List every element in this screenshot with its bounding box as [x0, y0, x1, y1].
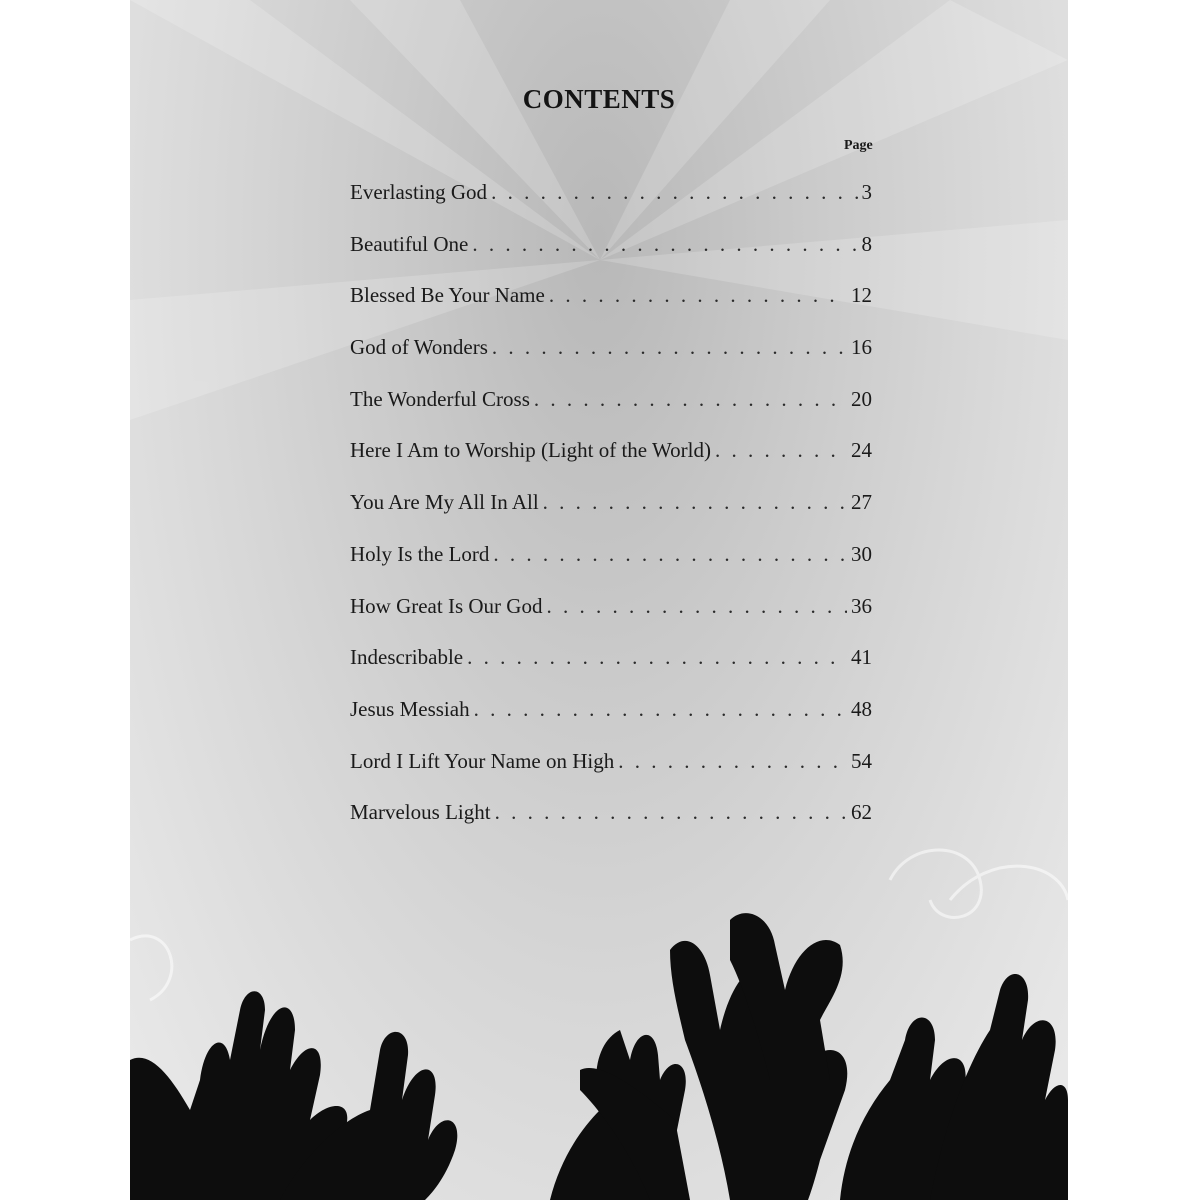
contents-page [130, 0, 1068, 1200]
toc-entry-title: God of Wonders [350, 335, 488, 360]
raised-hands-silhouette [130, 0, 1068, 1200]
toc-entry-page: 16 [851, 335, 872, 360]
toc-entry-page: 8 [861, 231, 872, 256]
page-column-header: Page [844, 138, 873, 153]
toc-entry-title: Holy Is the Lord [350, 541, 490, 566]
toc-entry-page: 41 [851, 645, 872, 670]
toc-entry-page: 30 [851, 541, 872, 566]
toc-entry-page: 12 [851, 283, 872, 308]
toc-entry-title: Everlasting God [350, 180, 488, 204]
toc-entry-title: The Wonderful Cross [350, 386, 530, 411]
page-title: CONTENTS [522, 84, 676, 114]
toc-entry-page: 36 [851, 593, 872, 618]
toc-entry-title: How Great Is Our God [350, 593, 543, 618]
toc-entry-title: Here I Am to Worship (Light of the World) [350, 438, 711, 463]
toc-entry-page: 20 [851, 386, 872, 411]
toc-entry-title: Blessed Be Your Name [350, 283, 545, 308]
toc-entry-title: You Are My All In All [350, 490, 539, 515]
toc-entry-title: Jesus Messiah [350, 696, 470, 721]
toc-entry-title: Lord I Lift Your Name on High [350, 748, 615, 773]
toc-entry-title: Indescribable [350, 645, 464, 670]
toc-entry-page: 54 [851, 748, 872, 773]
toc-entry-page: 48 [851, 696, 872, 721]
toc-entry-title: Beautiful One [350, 231, 469, 256]
toc-entry-title: Marvelous Light [350, 800, 491, 825]
toc-entry-page: 62 [851, 800, 872, 825]
toc-entry-page: 27 [851, 490, 872, 515]
toc-entry-page: 3 [861, 180, 872, 204]
toc-entry-page: 24 [851, 438, 872, 463]
